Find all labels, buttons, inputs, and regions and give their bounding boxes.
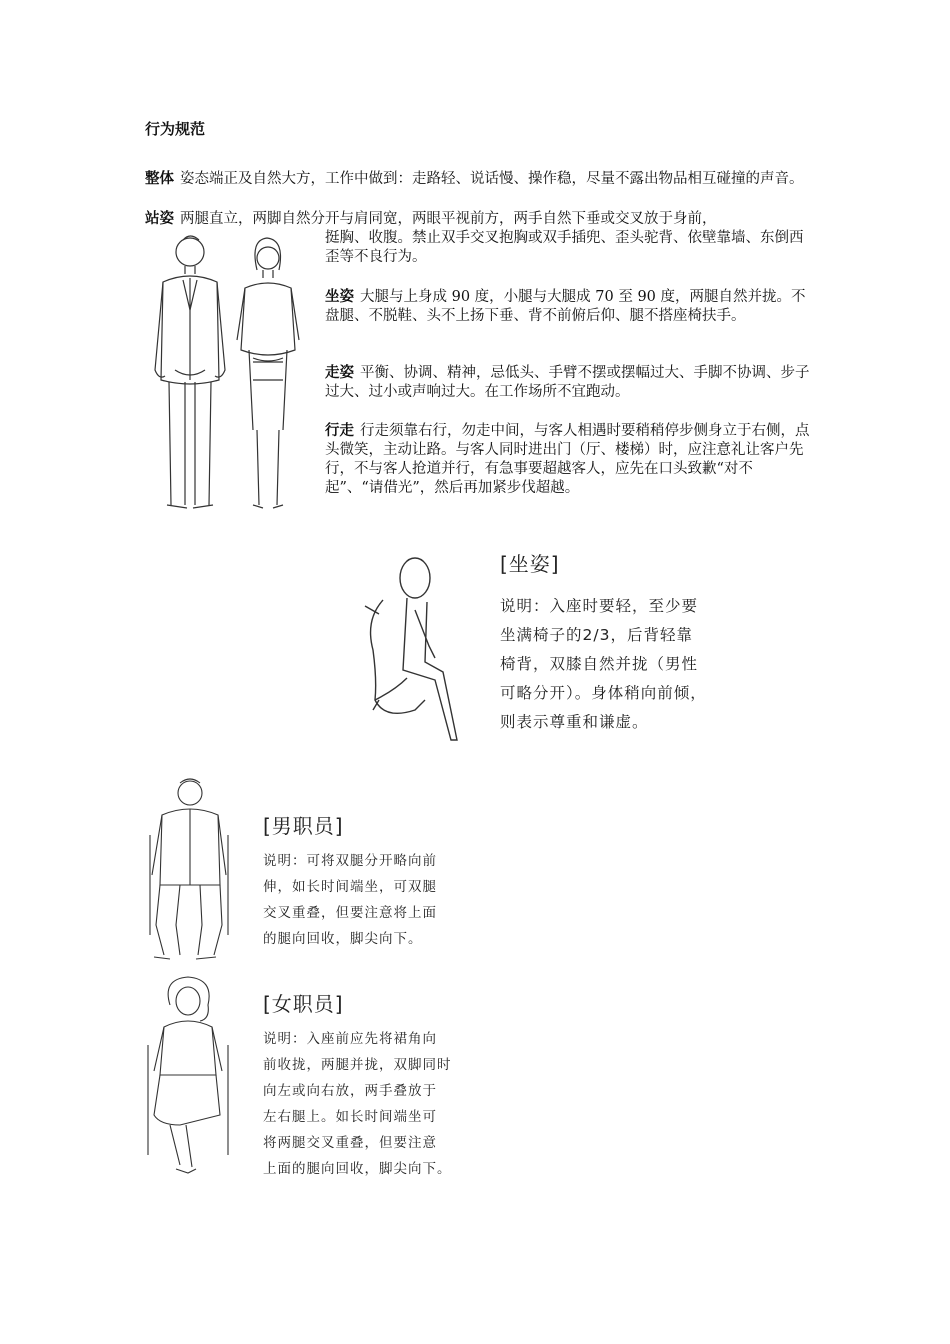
female-figure-caption [263,1026,523,1182]
male-seated-illustration [140,775,235,965]
male-figure-title: [男职员] [263,814,344,838]
female-figure-title: [女职员] [263,992,344,1016]
female-caption-line: 说明：入座前应先将裙角向 [263,1031,437,1047]
sit-figure-caption [500,592,800,737]
overall-label: 整体 [145,171,174,187]
sit-caption-line: 坐满椅子的2/3，后背轻靠 [500,626,693,644]
sit-figure-title: [坐姿] [500,552,560,576]
walking-label: 走姿 [325,365,354,381]
passing-paragraph [325,422,810,498]
walking-paragraph [325,364,810,402]
sitting-label: 坐姿 [325,289,354,305]
female-seated-illustration [140,975,240,1180]
male-caption-line: 的腿向回收，脚尖向下。 [263,931,423,947]
page-title: 行为规范 [145,120,206,138]
passing-text: 行走须靠右行，勿走中间，与客人相遇时要稍稍停步侧身立于右侧，点头微笑，主动让路。与客人同时进出门（厅、楼梯）时，应注意礼让客户先行，不与客人抢道并行，有急事要超越客人，应先在口头致歉“对不起”、“请借光”，然后再加紧步伐超越。 [325,423,810,496]
sitting-paragraph [325,288,810,326]
male-caption-line: 说明：可将双腿分开略向前 [263,853,437,869]
male-figure-caption [263,848,523,952]
sit-caption-line: 说明：入座时要轻，至少要 [500,597,699,615]
sitting-text: 大腿与上身成 90 度，小腿与大腿成 70 至 90 度，两腿自然并拢。不盘腿、不脱鞋、头不上扬下垂、背不前俯后仰、腿不搭座椅扶手。 [325,289,806,324]
female-caption-line: 上面的腿向回收，脚尖向下。 [263,1161,452,1177]
standing-text-cont: 挺胸、收腹。禁止双手交叉抱胸或双手插兜、歪头驼背、依壁靠墙、东倒西歪等不良行为。 [325,230,804,265]
overall-text: 姿态端正及自然大方，工作中做到：走路轻、说话慢、操作稳，尽量不露出物品相互碰撞的声音。 [180,171,804,187]
female-caption-line: 将两腿交叉重叠，但要注意 [263,1135,437,1151]
sit-caption-line: 则表示尊重和谦虚。 [500,713,649,731]
standing-figures-illustration [145,230,315,520]
sit-caption-line: 椅背，双膝自然并拢（男性 [500,655,699,673]
female-caption-line: 左右腿上。如长时间端坐可 [263,1109,437,1125]
standing-label: 站姿 [145,211,174,227]
male-caption-line: 交叉重叠，但要注意将上面 [263,905,437,921]
male-caption-line: 伸，如长时间端坐，可双腿 [263,879,437,895]
female-caption-line: 向左或向右放，两手叠放于 [263,1083,437,1099]
standing-text: 两腿直立，两脚自然分开与肩同宽，两眼平视前方，两手自然下垂或交叉放于身前， [180,211,717,227]
passing-label: 行走 [325,423,354,439]
sit-caption-line: 可略分开）。身体稍向前倾， [500,684,707,702]
overall-paragraph [145,170,810,189]
sitting-posture-illustration [355,550,475,750]
female-caption-line: 前收拢，两腿并拢，双脚同时 [263,1057,452,1073]
walking-text: 平衡、协调、精神，忌低头、手臂不摆或摆幅过大、手脚不协调、步子过大、过小或声响过大。在工作场所不宜跑动。 [325,365,810,400]
